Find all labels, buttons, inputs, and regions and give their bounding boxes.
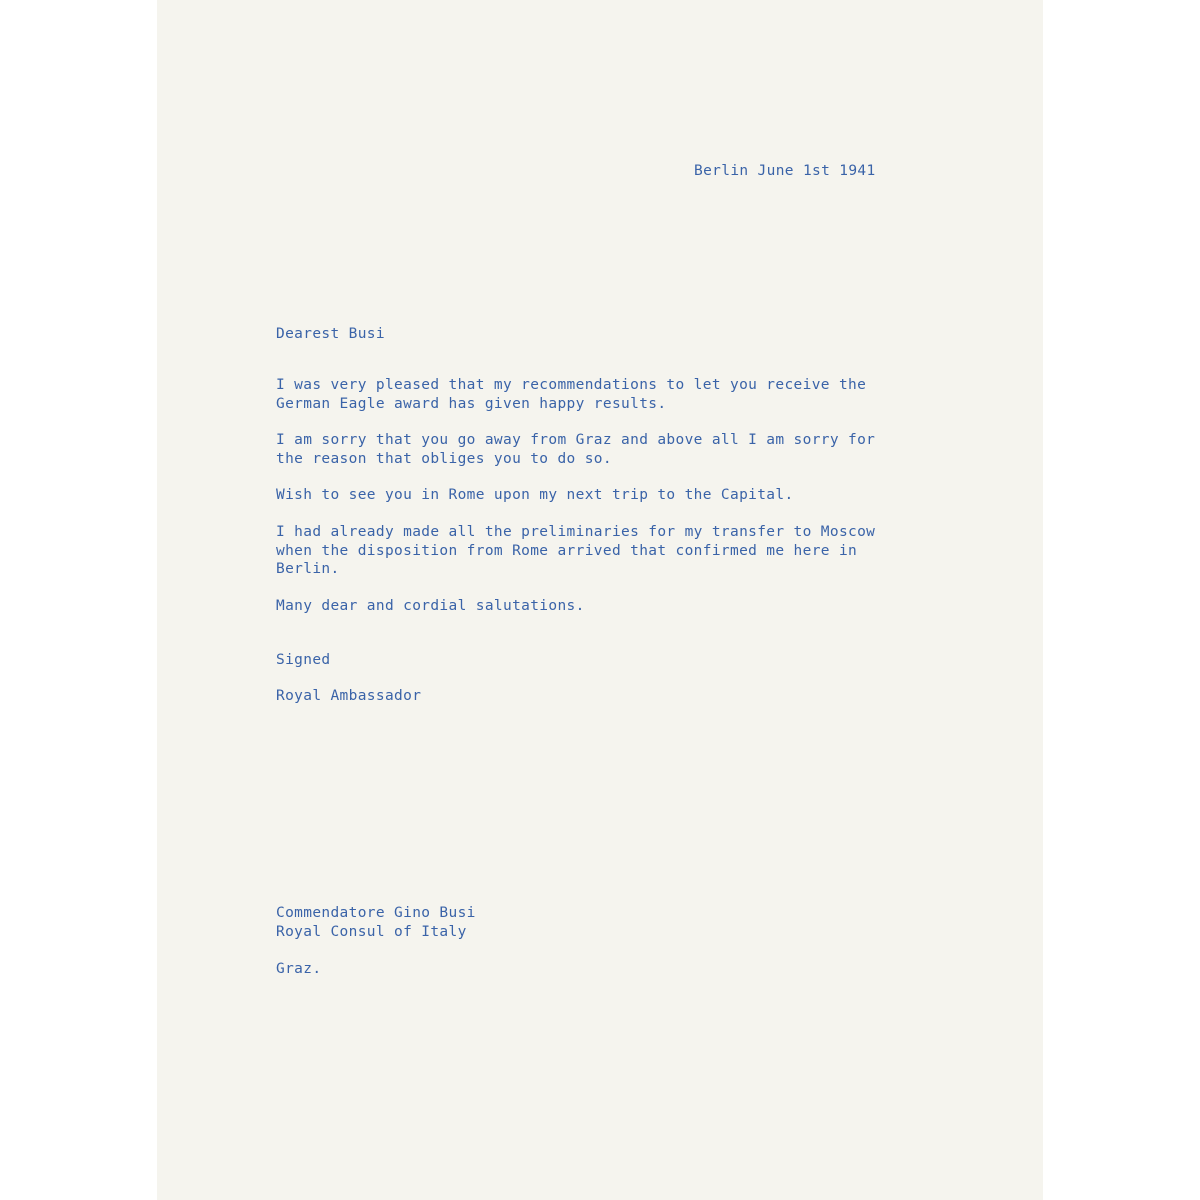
salutation: Dearest Busi <box>276 326 385 342</box>
recipient-title: Royal Consul of Italy <box>276 924 467 940</box>
signed-label: Signed <box>276 652 331 668</box>
paragraph-4-line-3: Berlin. <box>276 561 340 577</box>
paragraph-2-line-1: I am sorry that you go away from Graz and above all I am sorry for <box>276 432 876 448</box>
paragraph-4-line-1: I had already made all the preliminaries for my transfer to Moscow <box>276 524 876 540</box>
paragraph-5-line-1: Many dear and cordial salutations. <box>276 598 585 614</box>
letter-page <box>157 0 1043 1200</box>
paragraph-1-line-1: I was very pleased that my recommendations to let you receive the <box>276 377 867 393</box>
paragraph-4-line-2: when the disposition from Rome arrived that confirmed me here in <box>276 543 858 559</box>
recipient-city: Graz. <box>276 961 322 977</box>
paragraph-3-line-1: Wish to see you in Rome upon my next trip to the Capital. <box>276 487 794 503</box>
paragraph-1-line-2: German Eagle award has given happy results. <box>276 396 667 412</box>
recipient-name: Commendatore Gino Busi <box>276 905 476 921</box>
signer-title: Royal Ambassador <box>276 688 422 704</box>
dateline: Berlin June 1st 1941 <box>694 163 876 179</box>
paragraph-2-line-2: the reason that obliges you to do so. <box>276 451 612 467</box>
